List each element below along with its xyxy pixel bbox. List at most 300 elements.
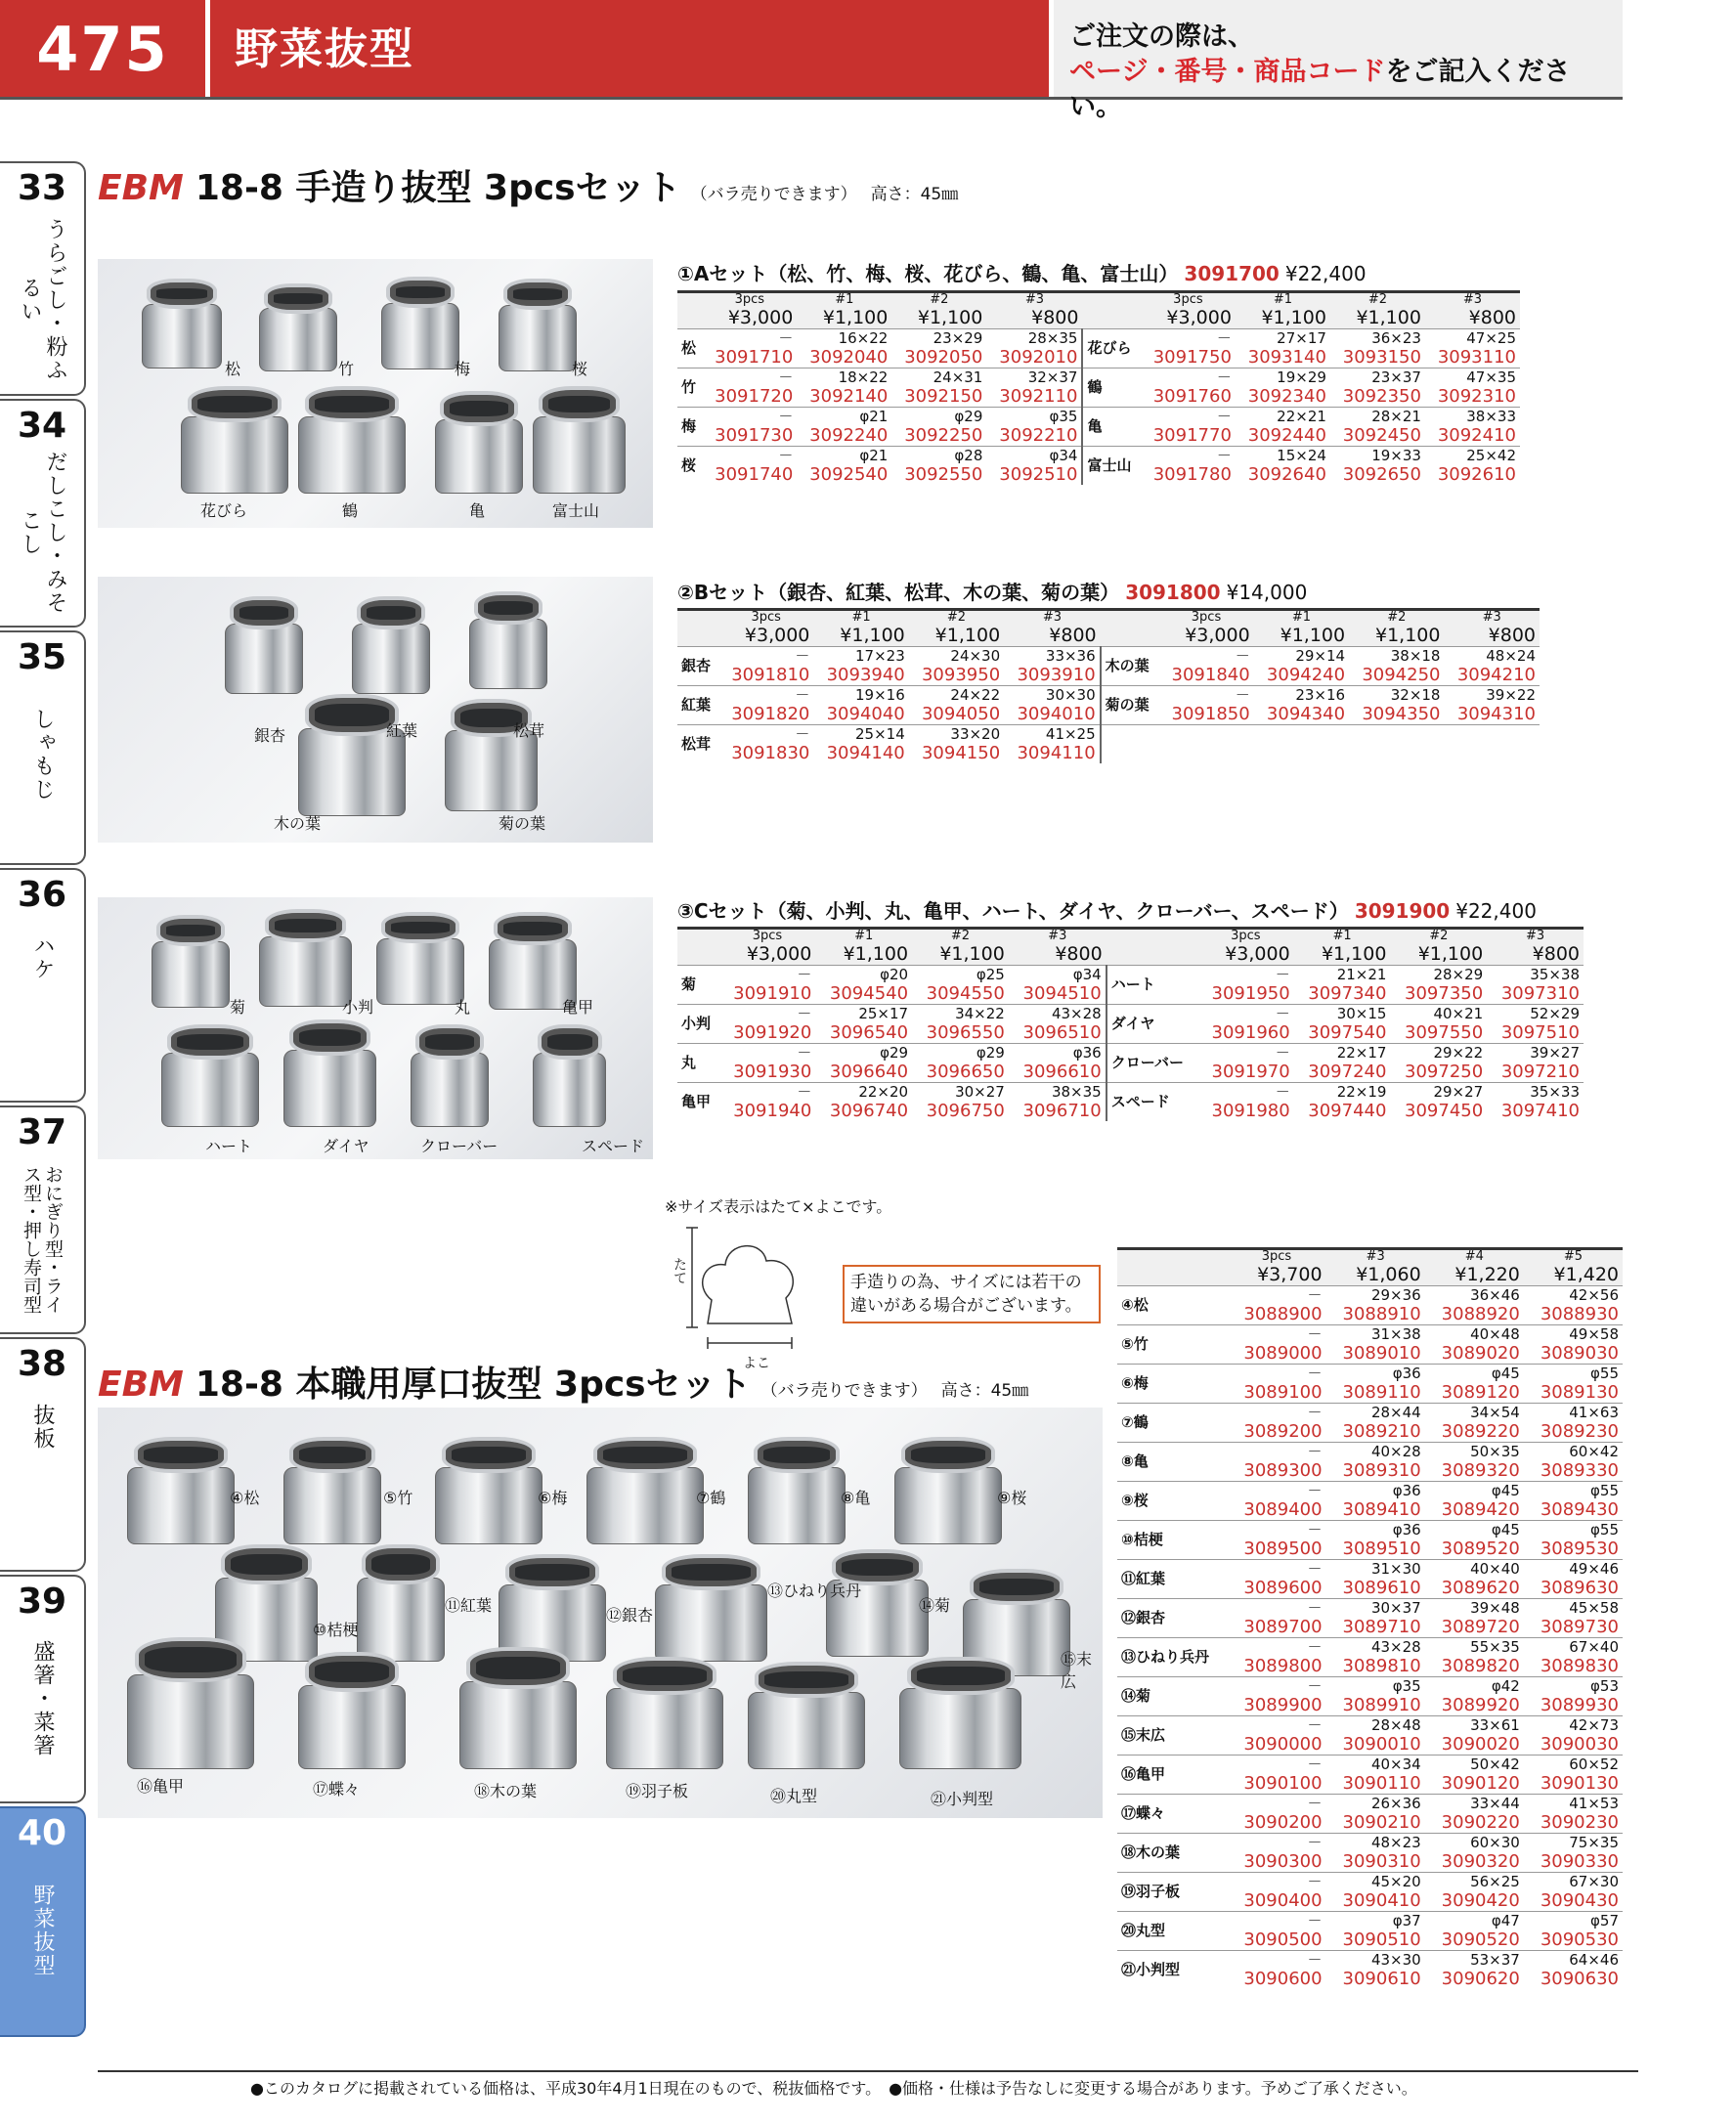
product-title: 18-8 手造り抜型 3pcsセット (195, 168, 681, 208)
price-header (891, 292, 986, 329)
cutter-image (259, 283, 337, 371)
item-size: φ25 (912, 966, 1009, 985)
item-size: 24×30 (909, 647, 1004, 667)
item-name: ⑪紅葉 (1117, 1560, 1227, 1599)
item-size: 22×17 (1294, 1044, 1391, 1063)
item-code: 3091930 (733, 1062, 812, 1082)
item-size: 43×30 (1326, 1951, 1425, 1971)
product-note: （バラ売りできます） (760, 1381, 928, 1401)
item-code: 3089500 (1243, 1539, 1323, 1559)
product-note: （バラ売りできます） (690, 185, 857, 204)
item-size: 22×19 (1294, 1083, 1391, 1103)
photo-label: 銀杏 (254, 726, 286, 745)
item-size: φ36 (1009, 1044, 1107, 1063)
cutter-image (161, 1024, 259, 1127)
item-code: 3092640 (1247, 464, 1326, 485)
side-tab-label: 野菜抜型 (30, 1884, 55, 1977)
cutter-image (899, 1657, 1021, 1769)
item-size: 33×44 (1425, 1795, 1524, 1814)
side-tab-label: おにぎり型・ライス型・押し寿司型 (21, 1165, 64, 1314)
side-tab-33[interactable] (0, 161, 86, 396)
photo-label: ④松 (230, 1489, 260, 1507)
table-row (1117, 1365, 1623, 1384)
item-code: 3090410 (1342, 1890, 1421, 1911)
item-size: φ57 (1524, 1912, 1623, 1931)
item-code: 3097410 (1500, 1101, 1580, 1121)
item-code: 3091920 (733, 1022, 812, 1043)
price-header-price: ¥1,100 (840, 625, 905, 646)
cutter-image (142, 279, 222, 368)
item-name: 花びら (1082, 329, 1140, 368)
side-tab-34[interactable] (0, 399, 86, 628)
item-size: φ29 (912, 1044, 1009, 1063)
item-size: 18×22 (797, 368, 891, 388)
item-size: 25×14 (813, 725, 908, 745)
item-size: 36×23 (1330, 329, 1425, 349)
photo-label: ⑥梅 (538, 1489, 568, 1507)
item-size: － (702, 447, 797, 466)
item-size: 52×29 (1487, 1005, 1584, 1024)
item-code: 3090400 (1243, 1890, 1323, 1911)
item-size: － (718, 647, 813, 667)
price-header (1294, 929, 1391, 966)
item-code: 3094210 (1456, 665, 1536, 685)
cutter-image (445, 699, 538, 811)
price-header-type: 3pcs (1173, 292, 1203, 307)
set-code: 3091900 (1354, 899, 1451, 923)
item-name: スペード (1107, 1083, 1197, 1122)
side-tab-label: うらごし・粉ふるい (18, 218, 67, 382)
item-code: 3093110 (1437, 347, 1516, 368)
item-code: 3096610 (1022, 1062, 1102, 1082)
item-name: クローバー (1107, 1044, 1197, 1083)
item-code: 3089600 (1243, 1578, 1323, 1598)
side-tab-number: 34 (17, 406, 67, 446)
cutter-image (435, 391, 523, 494)
item-size: 24×31 (891, 368, 986, 388)
set-title-text: ①Aセット（松、竹、梅、桜、花びら、鶴、亀、富士山） (677, 262, 1179, 285)
price-header-type: #3 (1526, 929, 1545, 943)
item-name: 銀杏 (677, 647, 718, 686)
cutter-image (181, 386, 288, 494)
item-name: 菊の葉 (1101, 686, 1159, 725)
item-size: φ45 (1425, 1521, 1524, 1540)
price-header-type: 3pcs (734, 292, 765, 307)
item-name: ⑧亀 (1117, 1443, 1227, 1482)
photo-label: ⑰蝶々 (313, 1780, 361, 1799)
item-size: － (1227, 1599, 1325, 1619)
item-size: φ35 (1326, 1677, 1425, 1697)
item-code: 3089620 (1441, 1578, 1520, 1598)
price-header (986, 292, 1082, 329)
photo-label: 梅 (455, 360, 471, 378)
page-number: 475 (0, 0, 205, 100)
set-price: ¥22,400 (1284, 262, 1367, 285)
item-size: － (1227, 1716, 1325, 1736)
item-size: φ42 (1425, 1677, 1524, 1697)
item-name: 桜 (677, 447, 702, 486)
photo-label: 鶴 (342, 501, 359, 520)
price-header-type: #5 (1563, 1249, 1583, 1264)
item-code: 3091710 (715, 347, 794, 368)
item-code: 3091850 (1171, 704, 1250, 724)
price-header-price: ¥1,100 (1356, 307, 1421, 328)
item-size: 16×22 (797, 329, 891, 349)
side-tab-label: ハケ (30, 934, 55, 981)
item-size: φ45 (1425, 1482, 1524, 1501)
price-header (1009, 929, 1107, 966)
price-header-type: #2 (1429, 929, 1449, 943)
item-code: 3092410 (1437, 425, 1516, 446)
item-size: － (719, 966, 816, 985)
item-size: 48×23 (1326, 1834, 1425, 1853)
photo-label: ⑫銀杏 (606, 1606, 654, 1625)
item-code: 3090030 (1540, 1734, 1619, 1755)
price-header-type: #3 (1042, 610, 1062, 625)
photo-label: 菊 (230, 998, 246, 1017)
photo-label: ダイヤ (323, 1137, 369, 1155)
item-size: － (1227, 1951, 1325, 1971)
item-size: － (1227, 1795, 1325, 1814)
table-header-row (1117, 1249, 1623, 1286)
item-size: 28×35 (986, 329, 1082, 349)
set-code: 3091700 (1184, 262, 1280, 285)
item-size: 30×37 (1326, 1599, 1425, 1619)
item-size: 35×38 (1487, 966, 1584, 985)
side-tab-38[interactable] (0, 1337, 86, 1572)
item-code: 3092250 (904, 425, 983, 446)
photo-label: ⑬ひねり兵丹 (767, 1582, 862, 1600)
item-code: 3089330 (1540, 1460, 1619, 1481)
price-header-price: ¥800 (1055, 943, 1103, 965)
item-size: 60×30 (1425, 1834, 1524, 1853)
price-header (1227, 1249, 1325, 1286)
price-header (797, 292, 891, 329)
price-header-price: ¥1,100 (1261, 307, 1326, 328)
item-size: 17×23 (813, 647, 908, 667)
item-size: 45×58 (1524, 1599, 1623, 1619)
item-name: 丸 (677, 1044, 719, 1083)
side-tab-number: 39 (17, 1582, 67, 1622)
cutter-image (894, 1437, 1002, 1544)
cutter-image (606, 1657, 723, 1769)
item-code: 3089130 (1540, 1382, 1619, 1403)
item-code: 3096540 (829, 1022, 909, 1043)
price-header-price: ¥3,000 (746, 943, 812, 965)
table-row (677, 408, 1520, 427)
photo-label: ⑤竹 (383, 1489, 413, 1507)
item-code: 3096640 (829, 1062, 909, 1082)
item-name: ⑰蝶々 (1117, 1795, 1227, 1834)
price-header-type: 3pcs (1231, 929, 1261, 943)
price-header-price: ¥3,000 (1166, 307, 1232, 328)
item-code: 3092450 (1342, 425, 1421, 446)
item-code: 3089910 (1342, 1695, 1421, 1715)
cutter-image (357, 1544, 445, 1662)
set-b-table (677, 608, 1540, 763)
price-header-type: #3 (1482, 610, 1501, 625)
photo-label: 富士山 (552, 501, 600, 520)
item-size: 34×22 (912, 1005, 1009, 1024)
side-tab-number: 33 (17, 168, 67, 208)
table-row (677, 447, 1520, 466)
item-name: ⑨桜 (1117, 1482, 1227, 1521)
item-code: 3090310 (1342, 1851, 1421, 1872)
item-size: 48×24 (1444, 647, 1540, 667)
item-size: － (1141, 408, 1236, 427)
cutter-image (533, 1024, 606, 1127)
price-header-price: ¥1,100 (1375, 625, 1441, 646)
item-size: 28×48 (1326, 1716, 1425, 1736)
cutter-image (435, 1437, 542, 1544)
item-size: － (1141, 329, 1236, 349)
item-size: － (702, 368, 797, 388)
item-size: － (1227, 1404, 1325, 1423)
price-header-price: ¥1,100 (917, 307, 983, 328)
price-header-type: 3pcs (1261, 1249, 1292, 1264)
table-row (1117, 1834, 1623, 1853)
table-row (1117, 1560, 1623, 1580)
side-tab-36[interactable] (0, 868, 86, 1103)
item-code: 3096650 (926, 1062, 1005, 1082)
item-size: － (1158, 647, 1253, 667)
item-size: － (1227, 1873, 1325, 1892)
item-size: － (1158, 686, 1253, 706)
item-code: 3088900 (1243, 1304, 1323, 1324)
item-code: 3090600 (1243, 1969, 1323, 1989)
item-name: 竹 (677, 368, 702, 408)
item-size: 64×46 (1524, 1951, 1623, 1971)
price-header (912, 929, 1009, 966)
cutter-image (283, 1437, 381, 1544)
item-size: － (1227, 1365, 1325, 1384)
table-row (1117, 1404, 1623, 1423)
item-code: 3092610 (1437, 464, 1516, 485)
item-size: φ28 (891, 447, 986, 466)
item-code: 3093950 (921, 665, 1001, 685)
item-code: 3089320 (1441, 1460, 1520, 1481)
price-header (1141, 292, 1236, 329)
side-tab-37[interactable] (0, 1105, 86, 1334)
item-size: 55×35 (1425, 1638, 1524, 1658)
order-notice-rest: をご記入ください。 (1069, 57, 1571, 122)
price-header (1524, 1249, 1623, 1286)
item-size: 30×15 (1294, 1005, 1391, 1024)
item-code: 3097350 (1405, 983, 1484, 1004)
item-code: 3097310 (1500, 983, 1580, 1004)
price-header-type: 3pcs (1191, 610, 1222, 625)
item-size: － (1227, 1560, 1325, 1580)
table-row (1117, 1951, 1623, 1971)
photo-label: ⑭菊 (919, 1596, 951, 1615)
photo-label: スペード (582, 1137, 645, 1155)
item-size: φ21 (797, 447, 891, 466)
cutter-image (499, 279, 577, 371)
item-size: φ55 (1524, 1482, 1623, 1501)
item-size: 42×73 (1524, 1716, 1623, 1736)
item-size: 32×18 (1349, 686, 1444, 706)
item-size: 45×20 (1326, 1873, 1425, 1892)
product-title: 18-8 本職用厚口抜型 3pcsセット (195, 1365, 752, 1405)
item-code: 3091830 (731, 743, 810, 763)
photo-label: ⑩桔梗 (313, 1621, 359, 1639)
item-name: ⑲羽子板 (1117, 1873, 1227, 1912)
item-size: 56×25 (1425, 1873, 1524, 1892)
item-size: － (718, 725, 813, 745)
item-size: 33×36 (1004, 647, 1101, 667)
item-code: 3091820 (731, 704, 810, 724)
photo-label: クローバー (420, 1137, 499, 1155)
photo-label: 亀 (469, 501, 486, 520)
photo-label: ㉑小判型 (931, 1790, 994, 1808)
item-size: φ36 (1326, 1521, 1425, 1540)
photo-label: 木の葉 (274, 814, 322, 833)
price-header-type: #1 (1332, 929, 1352, 943)
table-row (1117, 1286, 1623, 1306)
item-code: 3089730 (1540, 1617, 1619, 1637)
item-code: 3091970 (1211, 1062, 1290, 1082)
side-tab-number: 40 (17, 1813, 67, 1853)
item-size: 38×33 (1425, 408, 1520, 427)
item-code: 3097510 (1500, 1022, 1580, 1043)
price-header-price: ¥800 (1049, 625, 1097, 646)
item-size: 29×22 (1390, 1044, 1487, 1063)
cutter-image (586, 1437, 704, 1544)
item-size: 42×56 (1524, 1286, 1623, 1306)
price-header (1254, 610, 1349, 647)
item-code: 3091810 (731, 665, 810, 685)
price-header (1425, 292, 1520, 329)
item-code: 3097340 (1308, 983, 1387, 1004)
price-header-type: #2 (950, 929, 971, 943)
item-size: 32×37 (986, 368, 1082, 388)
price-header-price: ¥1,420 (1553, 1264, 1619, 1285)
item-code: 3091940 (733, 1101, 812, 1121)
item-code: 3089120 (1441, 1382, 1520, 1403)
price-header (815, 929, 912, 966)
photo-label: ハート (205, 1137, 253, 1155)
item-code: 3090330 (1540, 1851, 1619, 1872)
item-code: 3091760 (1152, 386, 1232, 407)
item-size: 19×29 (1236, 368, 1330, 388)
table-header-row (677, 610, 1540, 647)
diagram-label-width: よこ (743, 1356, 770, 1371)
photo-set-b (98, 577, 653, 843)
item-code: 3089510 (1342, 1539, 1421, 1559)
set-a-table (677, 290, 1520, 485)
item-size: 47×25 (1425, 329, 1520, 349)
item-code: 3097540 (1308, 1022, 1387, 1043)
item-code: 3090620 (1441, 1969, 1520, 1989)
professional-table (1117, 1247, 1623, 1989)
item-size: 33×61 (1425, 1716, 1524, 1736)
item-code: 3096510 (1022, 1022, 1102, 1043)
brand-logo: EBM (98, 1365, 184, 1405)
item-size: 38×18 (1349, 647, 1444, 667)
table-row (677, 1083, 1584, 1103)
item-size: 26×36 (1326, 1795, 1425, 1814)
cutter-image (298, 386, 406, 494)
price-header-price: ¥1,060 (1356, 1264, 1421, 1285)
set-b-title (677, 577, 1307, 605)
product-height: 高さ：45㎜ (940, 1381, 1029, 1401)
price-header-price: ¥3,000 (744, 625, 810, 646)
item-name: ④松 (1117, 1286, 1227, 1325)
item-code: 3094550 (926, 983, 1005, 1004)
photo-label: ⑳丸型 (770, 1787, 818, 1805)
item-size: － (1141, 447, 1236, 466)
item-size: 60×42 (1524, 1443, 1623, 1462)
item-code: 3090510 (1342, 1929, 1421, 1950)
price-header (1349, 610, 1444, 647)
price-header-price: ¥1,100 (843, 943, 909, 965)
table-row (1117, 1677, 1623, 1697)
item-code: 3094310 (1456, 704, 1536, 724)
item-name: ハート (1107, 966, 1197, 1005)
item-size: φ53 (1524, 1677, 1623, 1697)
price-header-price: ¥800 (1532, 943, 1580, 965)
item-size: 47×35 (1425, 368, 1520, 388)
item-size: － (1141, 368, 1236, 388)
price-header (1330, 292, 1425, 329)
table-row (1117, 1638, 1623, 1658)
side-tab-number: 38 (17, 1344, 67, 1384)
price-header-price: ¥1,100 (822, 307, 889, 328)
side-tab-40[interactable] (0, 1806, 86, 2037)
item-size: φ55 (1524, 1365, 1623, 1384)
price-header-type: #1 (1273, 292, 1292, 307)
item-size: 28×44 (1326, 1404, 1425, 1423)
table-row (1117, 1325, 1623, 1345)
item-code: 3089900 (1243, 1695, 1323, 1715)
side-tab-label: 盛箸・菜箸 (30, 1640, 55, 1757)
item-size: φ37 (1326, 1912, 1425, 1931)
item-code: 3094110 (1017, 743, 1096, 763)
item-name: 松茸 (677, 725, 718, 764)
item-code: 3092210 (999, 425, 1078, 446)
set-c-title (677, 895, 1537, 924)
price-header-type: #2 (1367, 292, 1388, 307)
item-name: ダイヤ (1107, 1005, 1197, 1044)
item-size: 39×48 (1425, 1599, 1524, 1619)
item-code: 3092310 (1437, 386, 1516, 407)
side-tab-number: 36 (17, 875, 67, 915)
item-code: 3093150 (1342, 347, 1421, 368)
cutter-image (499, 1554, 606, 1662)
item-code: 3096750 (926, 1101, 1005, 1121)
item-size: 22×20 (815, 1083, 912, 1103)
price-header-price: ¥3,000 (1185, 625, 1250, 646)
table-row (677, 1005, 1584, 1024)
item-size: 40×28 (1326, 1443, 1425, 1462)
side-tab-39[interactable] (0, 1575, 86, 1803)
item-code: 3090220 (1441, 1812, 1520, 1833)
set-title-text: ②Bセット（銀杏、紅葉、松茸、木の葉、菊の葉） (677, 581, 1120, 604)
item-code: 3089420 (1441, 1499, 1520, 1520)
side-tab-35[interactable] (0, 630, 86, 865)
item-code: 3092240 (809, 425, 889, 446)
item-size: － (1197, 1044, 1294, 1063)
item-code: 3088920 (1441, 1304, 1520, 1324)
item-code: 3091770 (1152, 425, 1232, 446)
price-header (1444, 610, 1540, 647)
item-code: 3089210 (1342, 1421, 1421, 1442)
item-code: 3094510 (1022, 983, 1102, 1004)
table-row (1117, 1912, 1623, 1931)
size-diagram (665, 1222, 826, 1368)
item-code: 3090100 (1243, 1773, 1323, 1794)
item-size: 35×33 (1487, 1083, 1584, 1103)
